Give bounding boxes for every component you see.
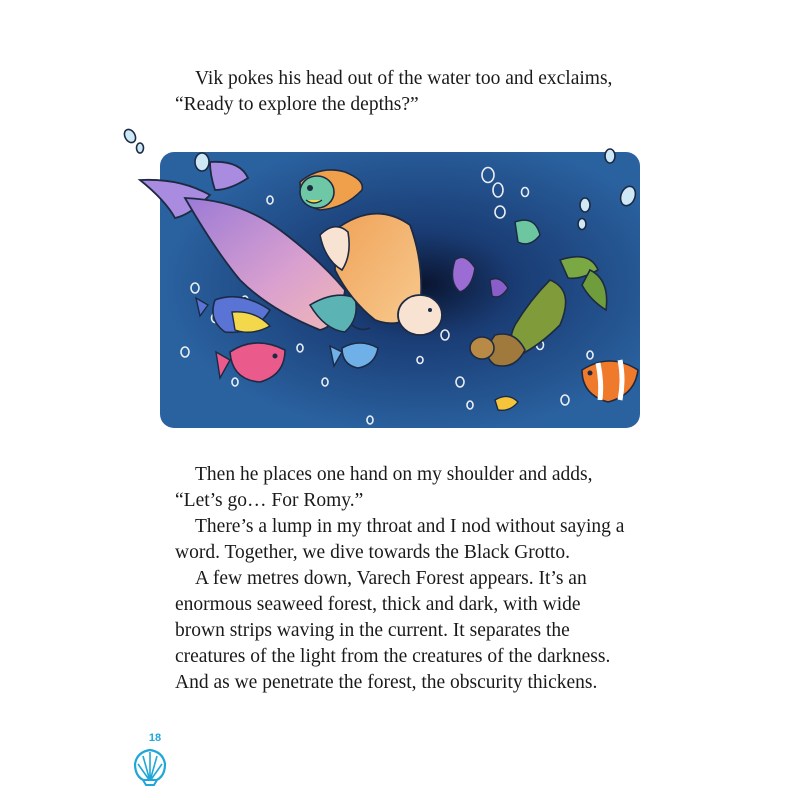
paragraph-3: There’s a lump in my throat and I nod without saying a word. Together, we dive towards the Black Grotto.	[175, 516, 625, 563]
paragraph-4: A few metres down, Varech Forest appears. It’s an enormous seaweed forest, thick and dark, with wide brown strips waving in the current. It separates the creatures of the light from the creatures of the darkness. And as we penetrate the forest, the obscurity thickens.	[175, 568, 611, 693]
paragraph-2: Then he places one hand on my shoulder and adds, “Let’s go… For Romy.”	[175, 464, 593, 511]
underwater-illustration	[120, 120, 660, 440]
paragraph-1: Vik pokes his head out of the water too and exclaims, “Ready to explore the depths?”	[175, 68, 613, 115]
shell-icon	[131, 746, 169, 786]
page-number: 18	[148, 732, 162, 744]
